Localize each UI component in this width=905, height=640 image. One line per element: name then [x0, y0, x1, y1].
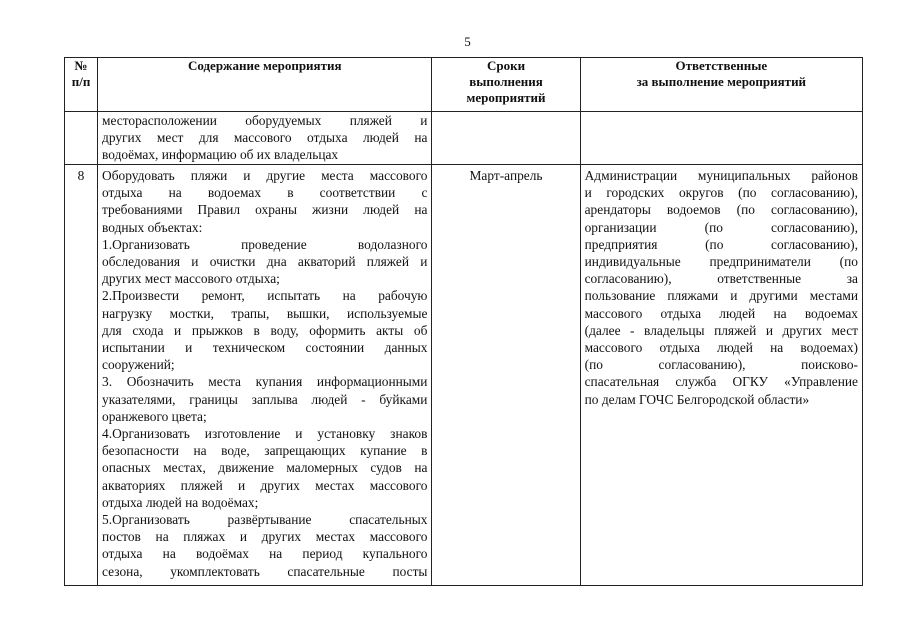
cell-content [98, 165, 432, 586]
text-line: 4.Организовать изготовление и установку знаков [102, 426, 428, 442]
text-line: организации (по согласованию), [584, 219, 858, 235]
table-header-row [65, 58, 863, 112]
header-responsible [580, 58, 862, 112]
responsible-text [581, 165, 862, 408]
text-line: водных объектах: [102, 219, 203, 235]
text-line: обследования и очистки дна акваторий пляжей и [102, 254, 428, 270]
header-term-line: мероприятий [466, 90, 546, 105]
text-line: предприятия (по согласованию), [584, 236, 858, 252]
text-line: водоёмах, информацию об их владельцах [102, 147, 339, 163]
text-line: массового отдыха людей на водоемах) [584, 340, 858, 356]
cell-content [98, 112, 432, 165]
text-line: и городских округов (по согласованию), [584, 185, 858, 201]
text-line: (далее - владельцы пляжей и других мест [584, 322, 858, 338]
header-responsible-line: за выполнение мероприятий [636, 74, 807, 89]
text-line: арендаторы водоемов (по согласованию), [584, 202, 858, 218]
text-line: 2.Произвести ремонт, испытать на рабочую [102, 288, 428, 304]
text-line: других мест для массового отдыха людей на [102, 130, 428, 146]
content-text [98, 165, 431, 580]
header-number-line: № [74, 58, 88, 73]
text-line: 1.Организовать проведение водолазного [102, 236, 428, 252]
text-line: отдыха на водоёмах на период купального [102, 546, 428, 562]
text-line: указателями, границы заплыва людей - буйками [102, 391, 428, 407]
text-line: месторасположении оборудуемых пляжей и [102, 113, 428, 128]
page-number: 5 [464, 34, 471, 49]
text-line: (по согласованию), поисково- [584, 357, 858, 373]
text-line: согласованию), ответственные за [584, 271, 858, 287]
text-line: безопасности на воде, запрещающих купание в [102, 443, 428, 459]
text-line: сооружений; [102, 357, 175, 373]
row-number: 8 [77, 168, 85, 183]
header-number [65, 58, 98, 112]
cell-responsible [580, 112, 862, 165]
cell-number [65, 165, 98, 586]
text-line: испытании и техническом состоянии данных [102, 340, 428, 356]
cell-term [432, 165, 580, 586]
header-number-line: п/п [71, 74, 91, 89]
text-line: опасных местах, движение маломерных судов на [102, 460, 428, 476]
text-line: массового отдыха людей на водоемах [584, 305, 858, 321]
table-row [65, 165, 863, 586]
text-line: Администрации муниципальных районов [584, 168, 858, 183]
text-line: сезона, укомплектовать спасательные посты [102, 563, 428, 579]
table-row [65, 112, 863, 165]
term-text: Март-апрель [469, 168, 543, 183]
text-line: по делам ГОЧС Белгородской области» [584, 391, 810, 407]
text-line: пользование пляжами и другими местами [584, 288, 858, 304]
text-line: 3. Обозначить места купания информационными [102, 374, 428, 390]
header-term-line: Сроки [486, 58, 526, 73]
text-line: оранжевого цвета; [102, 408, 207, 424]
events-table [64, 57, 863, 586]
text-line: индивидуальные предприниматели (по [584, 254, 858, 270]
text-line: Оборудовать пляжи и другие места массового [102, 168, 428, 183]
text-line: для схода и прыжков в воду, оформить акты об [102, 322, 428, 338]
header-term-line: выполнения [469, 74, 543, 89]
text-line: отдыха людей на водоёмах; [102, 494, 259, 510]
text-line: отдыха на водоемах в соответствии с [102, 185, 428, 201]
header-content [98, 58, 432, 112]
text-line: акваториях пляжей и других местах массового [102, 477, 428, 493]
cell-term [432, 112, 580, 165]
text-line: других мест массового отдыха; [102, 271, 280, 287]
header-responsible-line: Ответственные [675, 58, 768, 73]
cell-number [65, 112, 98, 165]
text-line: постов на пляжах и других местах массового [102, 529, 428, 545]
text-line: спасательная служба ОГКУ «Управление [584, 374, 858, 390]
content-text [98, 112, 431, 164]
header-content-label: Содержание мероприятия [187, 58, 342, 73]
text-line: нагрузку мостки, трапы, вышки, используемые [102, 305, 428, 321]
cell-responsible [580, 165, 862, 586]
header-term [432, 58, 580, 112]
text-line: 5.Организовать развёртывание спасательных [102, 512, 428, 528]
text-line: требованиями Правил охраны жизни людей на [102, 202, 428, 218]
